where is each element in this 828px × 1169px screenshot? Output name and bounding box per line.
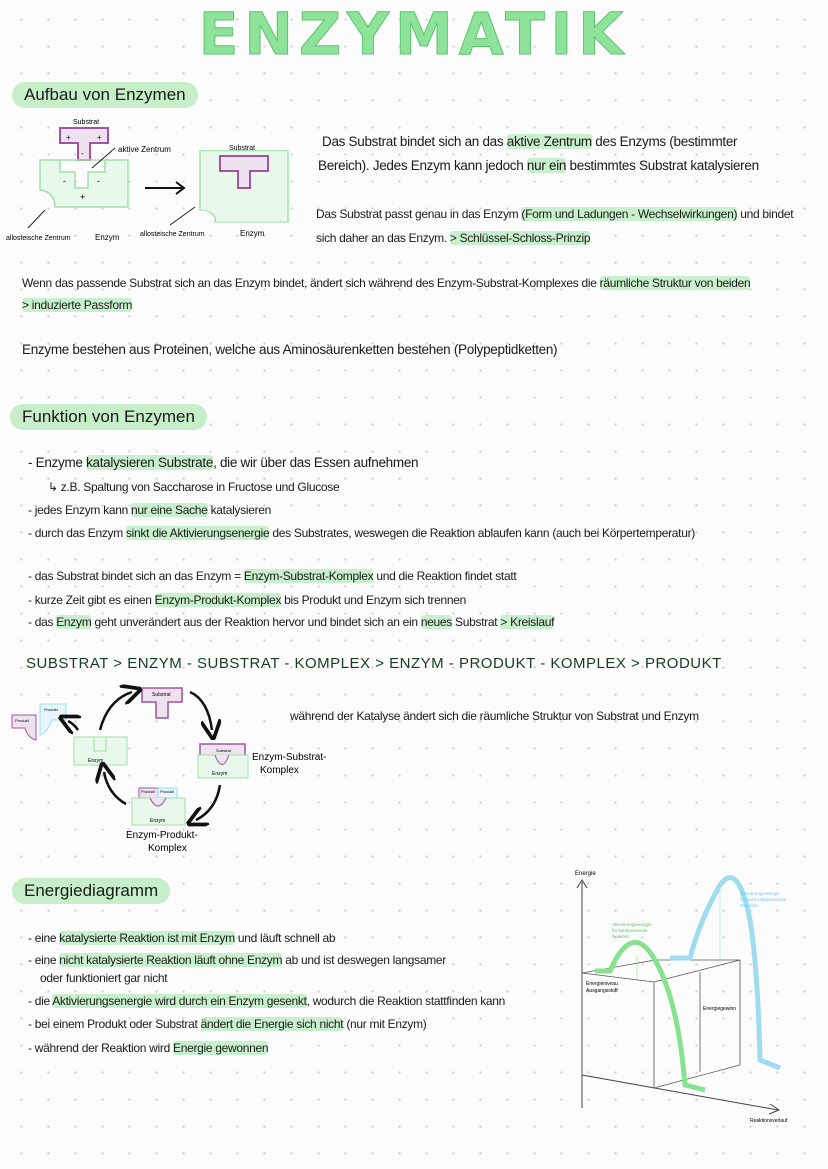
cycle-arrow xyxy=(196,785,220,820)
text-segment: - Enzyme xyxy=(28,455,87,470)
text-segment: - kurze Zeit gibt es einen xyxy=(28,593,155,607)
allosterisch-label: allosteische Zentrum xyxy=(6,235,71,242)
text-segment: ↳ z.B. Spaltung von Saccharose in Fructose und Glucose xyxy=(48,480,340,494)
text-line xyxy=(316,231,590,245)
bullet-item xyxy=(28,994,505,1008)
highlighted-text: aktive Zentrum xyxy=(506,134,592,149)
start-label-1: Energieniveau xyxy=(586,981,618,987)
text-segment: und läuft schnell ab xyxy=(234,931,336,945)
text-segment: bestimmtes Substrat katalysieren xyxy=(566,158,759,173)
enzym-label: Enzym xyxy=(95,233,120,242)
text-segment: - während der Reaktion wird xyxy=(28,1041,174,1055)
section-heading-energie: Energiediagramm xyxy=(12,878,170,904)
es-enzym-label: Enzym xyxy=(212,771,228,777)
text-segment: - jedes Enzym kann xyxy=(28,503,132,517)
highlighted-text: (Form und Ladungen - Wechselwirkungen) xyxy=(521,207,738,221)
uncatalyzed-curve xyxy=(670,878,780,1068)
highlighted-text: neues xyxy=(420,615,453,629)
text-segment: katalysieren xyxy=(207,503,272,517)
highlighted-text: > induzierte Passform xyxy=(22,298,133,312)
text-segment: - eine xyxy=(28,931,60,945)
y-axis-label: Energie xyxy=(575,871,596,877)
text-segment: bis Produkt und Enzym sich trennen xyxy=(281,593,466,607)
es-substrat-label: Substrat xyxy=(216,748,231,753)
esk-label-2: Komplex xyxy=(260,765,299,776)
start-label-2: Ausgangsstoff xyxy=(586,988,618,994)
bullet-item xyxy=(28,503,271,517)
cycle-substrat-label: Substrat xyxy=(152,692,171,698)
text-line xyxy=(322,134,737,150)
text-segment: - das Substrat bindet sich an das Enzym = xyxy=(28,569,244,583)
green-label-2: für katalysierende xyxy=(612,928,648,933)
text-line xyxy=(318,158,759,174)
highlighted-text: Enzym-Produkt-Komplex xyxy=(154,593,282,607)
green-label-1: Aktivierungsenergie xyxy=(612,922,652,927)
bullet-item xyxy=(28,953,446,967)
bullet-item xyxy=(28,1041,268,1055)
text-segment: - die xyxy=(28,994,53,1008)
aktive-zentrum-label: aktive Zentrum xyxy=(118,145,171,154)
highlighted-text: Enzym xyxy=(56,615,92,629)
bullet-item-continued xyxy=(40,971,167,985)
section-heading-aufbau: Aufbau von Enzymen xyxy=(12,82,198,108)
text-segment: , wodurch die Reaktion stattfinden kann xyxy=(306,994,506,1008)
bullet-item xyxy=(28,569,516,583)
x-axis-label: Reaktionsverlauf xyxy=(750,1118,788,1124)
produkt-label-2: Produkt xyxy=(44,707,58,712)
blue-label-3: Reaktion xyxy=(740,903,758,908)
gain-label: Energiegewinn xyxy=(703,1006,737,1012)
highlighted-text: > Kreislauf xyxy=(500,615,555,629)
text-segment: des Enzyms (bestimmter xyxy=(591,134,738,149)
svg-text:+: + xyxy=(80,192,86,202)
cycle-arrow xyxy=(190,692,212,730)
svg-text:+: + xyxy=(97,133,102,142)
text-segment: Wenn das passende Substrat sich an das Enzym bindet, ändert sich während des Enzym-Substrat-Komplexes die xyxy=(22,276,600,290)
highlighted-text: nur ein xyxy=(526,158,567,173)
svg-text:-: - xyxy=(81,149,84,158)
text-segment: und bindet xyxy=(737,207,794,221)
ep-produkt-label-1: Produkt xyxy=(141,789,155,794)
highlighted-text: Energie gewonnen xyxy=(173,1041,269,1055)
text-segment: Das Substrat passt genau in das Enzym xyxy=(316,207,522,221)
highlighted-text: ändert die Energie sich nicht xyxy=(200,1017,344,1031)
highlighted-text: katalysieren Substrate xyxy=(86,455,214,470)
bullet-item xyxy=(28,593,466,607)
text-segment: und die Reaktion findet statt xyxy=(373,569,517,583)
highlighted-text: nur eine Sache xyxy=(131,503,208,517)
ep-produkt-label-2: Produkt xyxy=(160,789,174,794)
highlighted-text: katalysierte Reaktion ist mit Enzym xyxy=(59,931,235,945)
text-segment: geht unverändert aus der Reaktion hervor und bindet sich an ein xyxy=(91,615,421,629)
bullet-item xyxy=(28,455,418,471)
text-segment: - durch das Enzym xyxy=(28,526,126,540)
enzyme-cycle-diagram xyxy=(0,680,340,860)
text-segment: Substrat xyxy=(452,615,501,629)
text-segment: - das xyxy=(28,615,57,629)
esk-label: Enzym-Substrat- xyxy=(252,752,327,763)
page-title: ENZYMATIK xyxy=(198,0,630,68)
bullet-item xyxy=(28,526,695,540)
blue-label-2: für nicht katalysierende xyxy=(740,897,787,902)
produkt-label-1: Produkt xyxy=(15,718,29,723)
text-segment: oder funktioniert gar nicht xyxy=(40,971,168,985)
text-segment: - eine xyxy=(28,953,60,967)
allosterisch-label-2: allosteische Zentrum xyxy=(140,231,205,238)
cycle-enzym-label: Enzym xyxy=(88,758,104,764)
text-segment: sich daher an das Enzym. xyxy=(316,231,450,245)
catalyzed-curve xyxy=(595,942,705,1090)
text-segment: - bei einem Produkt oder Substrat xyxy=(28,1017,201,1031)
text-segment: , die wir über das Essen aufnehmen xyxy=(213,455,419,470)
reaction-chain: SUBSTRAT > ENZYM - SUBSTRAT - KOMPLEX > ENZYM - PRODUKT - KOMPLEX > PRODUKT xyxy=(26,655,722,672)
text-segment: (nur mit Enzym) xyxy=(343,1017,427,1031)
highlighted-text: sinkt die Aktivierungsenergie xyxy=(125,526,270,540)
ep-enzym-label: Enzym xyxy=(150,818,166,824)
highlighted-text: Aktivierungsenergie wird durch ein Enzym gesenkt xyxy=(52,994,307,1008)
substrat-label-2: Substrat xyxy=(229,145,256,152)
text-segment: Bereich). Jedes Enzym kann jedoch xyxy=(318,158,527,173)
cycle-arrow xyxy=(68,721,78,730)
blue-label-1: Aktivierungsenergie xyxy=(740,891,780,896)
energy-box xyxy=(582,960,740,1088)
text-line xyxy=(22,342,557,358)
text-segment: während der Katalyse ändert sich die räumliche Struktur von Substrat und Enzym xyxy=(290,709,699,723)
highlighted-text: > Schlüssel-Schloss-Prinzip xyxy=(449,231,591,245)
text-line xyxy=(22,276,750,290)
svg-text:+: + xyxy=(66,133,71,142)
text-line xyxy=(316,207,793,221)
text-segment: Enzyme bestehen aus Proteinen, welche aus Aminosäurenketten bestehen (Polypeptidketten) xyxy=(22,342,558,357)
section-heading-funktion: Funktion von Enzymen xyxy=(10,404,207,430)
text-line xyxy=(22,298,132,312)
energy-diagram xyxy=(560,860,828,1130)
highlighted-text: räumliche Struktur von beiden xyxy=(599,276,751,290)
bullet-item xyxy=(28,931,335,945)
text-segment: des Substrates, weswegen die Reaktion ablaufen kann (auch bei Körpertemperatur) xyxy=(269,526,695,540)
bullet-subitem xyxy=(48,480,339,494)
cycle-arrow xyxy=(104,772,126,804)
svg-text:-: - xyxy=(97,176,100,186)
epk-label-2: Komplex xyxy=(148,843,187,854)
green-label-3: Reaktion xyxy=(612,934,630,939)
bullet-item xyxy=(28,1017,427,1031)
highlighted-text: Enzym-Substrat-Komplex xyxy=(243,569,374,583)
highlighted-text: nicht katalysierte Reaktion läuft ohne Enzym xyxy=(59,953,283,967)
cycle-arrow xyxy=(100,692,132,730)
enzyme-structure-diagram xyxy=(0,110,300,260)
svg-text:-: - xyxy=(63,176,66,186)
epk-label: Enzym-Produkt- xyxy=(126,830,198,841)
substrat-label: Substrat xyxy=(73,119,100,126)
text-segment: Das Substrat bindet sich an das xyxy=(322,134,507,149)
bullet-item xyxy=(28,615,554,629)
text-line xyxy=(290,709,699,723)
enzym-label-2: Enzym xyxy=(240,229,265,238)
text-segment: ab und ist deswegen langsamer xyxy=(282,953,446,967)
